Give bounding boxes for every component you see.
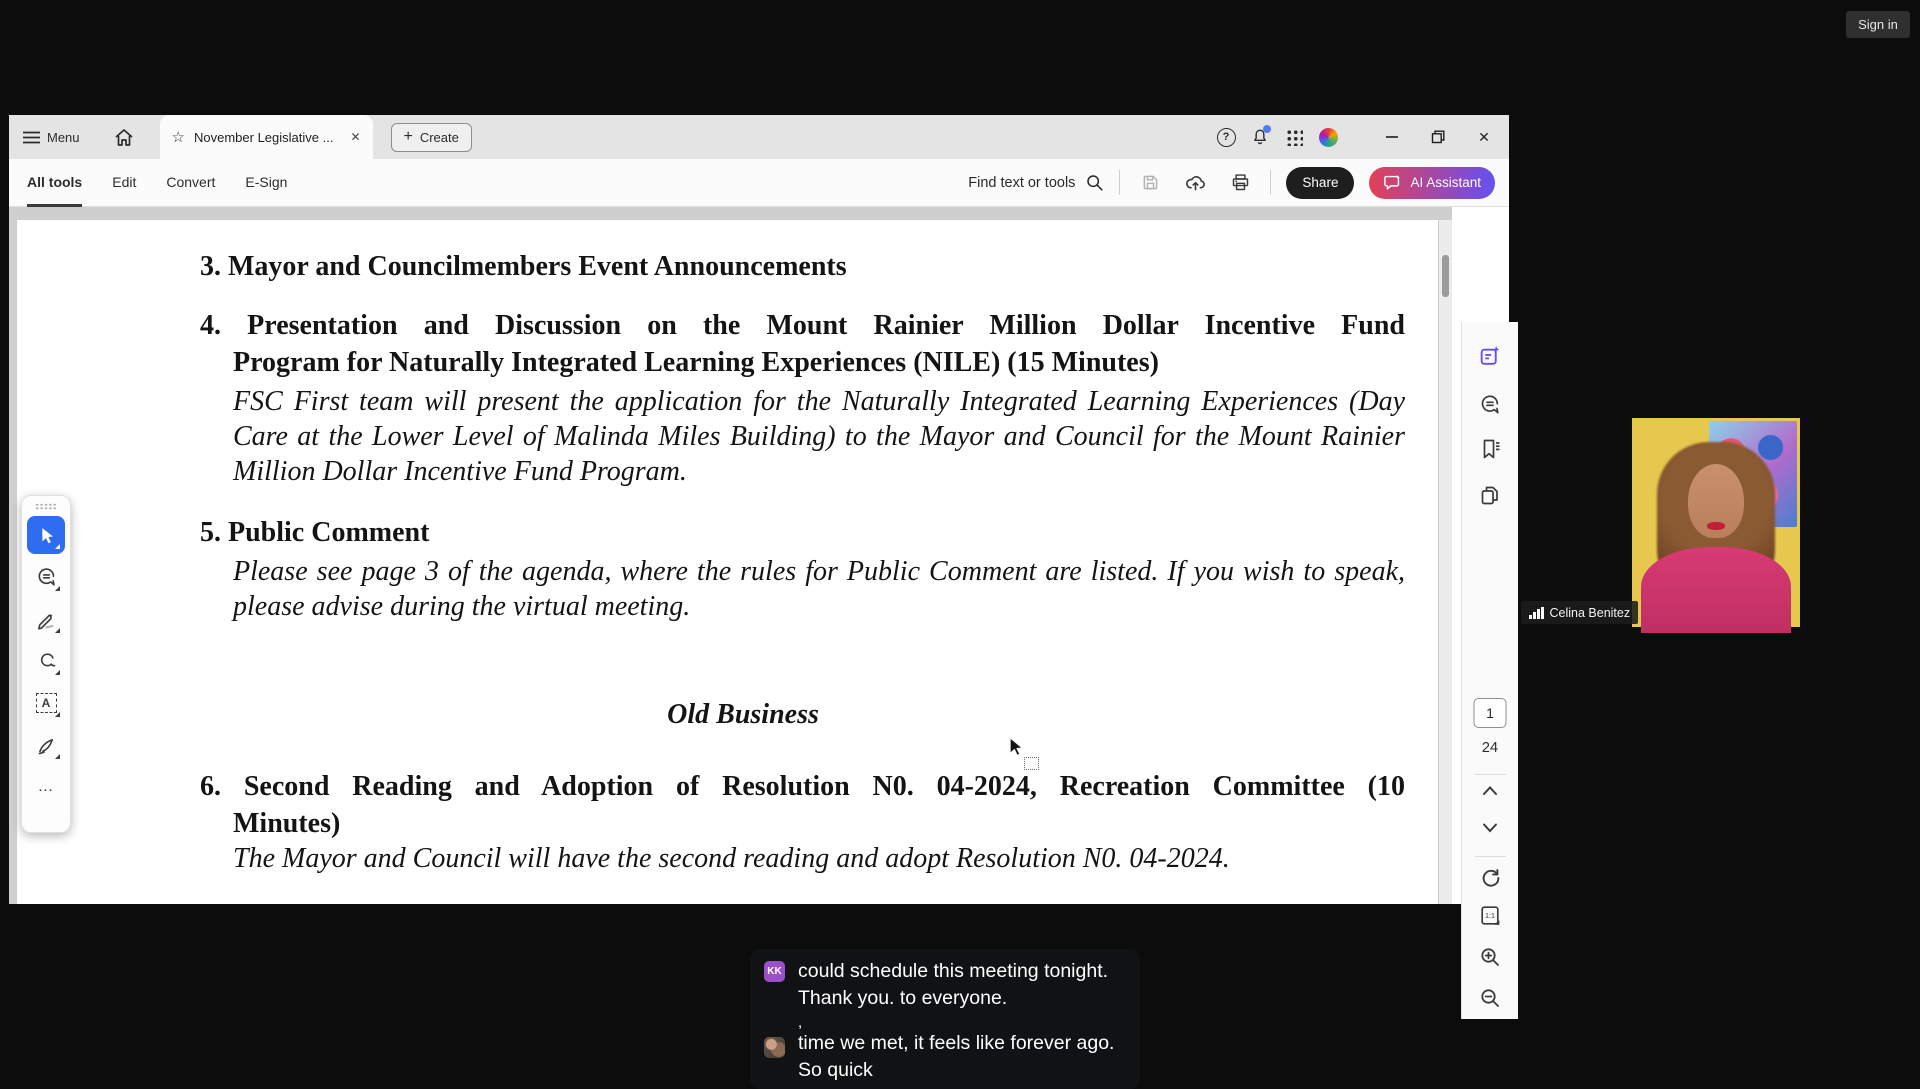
tab-edit[interactable]: Edit — [112, 173, 137, 190]
chevron-up-icon — [1480, 784, 1500, 797]
restore-button[interactable] — [1415, 115, 1461, 159]
scrollbar-thumb[interactable] — [1442, 255, 1449, 297]
svg-text:1:1: 1:1 — [1484, 911, 1496, 921]
tab-close-icon[interactable]: ✕ — [350, 130, 361, 144]
create-label: Create — [419, 129, 459, 145]
plus-icon: + — [403, 128, 413, 145]
lasso-tool-button[interactable] — [27, 642, 65, 680]
notification-dot — [1263, 125, 1271, 133]
printer-icon — [1230, 172, 1251, 193]
close-button[interactable] — [1461, 115, 1507, 159]
drag-handle[interactable] — [35, 503, 57, 510]
save-icon — [1140, 172, 1161, 193]
share-button[interactable] — [1286, 167, 1354, 199]
actual-size-button[interactable] — [1478, 903, 1503, 928]
quick-tools-panel — [21, 495, 71, 833]
agenda-item-6-heading-line2: Minutes) — [233, 808, 341, 839]
rail-divider — [1475, 774, 1506, 775]
participant-name-label: Celina Benitez — [1549, 605, 1631, 620]
cursor-arrow-icon — [1005, 735, 1027, 758]
chevron-down-icon — [1480, 821, 1500, 834]
participant-video-tile[interactable] — [1632, 418, 1800, 627]
highlight-tool-button[interactable] — [27, 600, 65, 638]
cloud-upload-icon — [1184, 172, 1207, 193]
toolbar-divider — [1270, 170, 1271, 195]
favorite-star-icon[interactable]: ☆ — [171, 129, 185, 146]
hamburger-icon — [23, 131, 40, 144]
creative-cloud-button[interactable] — [1311, 120, 1345, 154]
caption-entry — [764, 958, 1126, 1012]
zoom-in-icon — [1478, 945, 1502, 969]
bookmarks-panel-button[interactable] — [1478, 437, 1502, 461]
home-icon — [114, 128, 134, 147]
select-tool-button[interactable] — [27, 516, 65, 554]
pdf-page — [17, 220, 1438, 904]
highlighter-icon — [35, 608, 58, 631]
home-button[interactable] — [114, 128, 134, 147]
caption-line: time we met, it feels like forever ago. — [798, 1032, 1115, 1054]
minimize-icon — [1386, 136, 1398, 138]
question-mark-icon: ? — [1217, 128, 1236, 147]
zoom-in-button[interactable] — [1478, 945, 1502, 969]
previous-page-button[interactable] — [1480, 784, 1500, 797]
agenda-item-4-heading-line1: 4. Presentation and Discussion on the Mount Rainier Million Dollar Incentive Fund — [200, 310, 1405, 341]
find-text-button[interactable] — [968, 173, 1104, 192]
pages-panel-button[interactable] — [1478, 483, 1502, 507]
tab-convert[interactable]: Convert — [166, 173, 216, 190]
old-business-section-heading: Old Business — [667, 699, 819, 730]
caption-line: Thank you. to everyone. — [798, 987, 1008, 1009]
caption-text — [798, 1016, 1114, 1084]
page-number-input[interactable] — [1474, 698, 1507, 728]
apps-grid-icon — [1286, 129, 1303, 146]
agenda-item-5-heading: 5. Public Comment — [200, 517, 430, 548]
participant-body — [1641, 547, 1791, 633]
minimize-button[interactable] — [1369, 115, 1415, 159]
acrobat-toolbar — [9, 159, 1509, 207]
toolbar-divider — [1119, 170, 1120, 195]
document-tab[interactable] — [160, 115, 373, 159]
search-icon — [1085, 173, 1104, 192]
agenda-item-6-body: The Mayor and Council will have the second reading and adopt Resolution N0. 04-2024. — [233, 843, 1230, 874]
caption-line: could schedule this meeting tonight. — [798, 960, 1109, 982]
comment-icon — [1478, 393, 1502, 417]
create-button[interactable] — [391, 123, 472, 152]
participant-lips — [1707, 522, 1725, 530]
caption-avatar-photo — [764, 1037, 785, 1058]
bookmark-icon — [1478, 437, 1502, 461]
caption-avatar-initials: KK — [764, 961, 785, 982]
rail-divider — [1475, 856, 1506, 857]
caption-entry — [764, 1016, 1126, 1084]
save-button[interactable] — [1135, 168, 1165, 198]
zoom-out-button[interactable] — [1478, 986, 1502, 1010]
next-page-button[interactable] — [1480, 821, 1500, 834]
menu-button[interactable] — [23, 130, 80, 145]
text-box-icon: A — [36, 693, 57, 713]
ai-summary-button[interactable] — [1478, 344, 1503, 369]
comments-panel-button[interactable] — [1478, 393, 1502, 417]
document-viewport — [9, 207, 1452, 904]
caption-line: , — [798, 1014, 803, 1031]
fill-sign-tool-button[interactable] — [27, 726, 65, 764]
share-label: Share — [1302, 175, 1339, 190]
sign-in-button[interactable]: Sign in — [1846, 11, 1910, 38]
lasso-icon — [35, 650, 58, 673]
vertical-scrollbar[interactable] — [1439, 220, 1452, 904]
rotate-page-button[interactable] — [1478, 865, 1502, 889]
print-button[interactable] — [1225, 168, 1255, 198]
tab-all-tools[interactable]: All tools — [27, 159, 82, 207]
find-label: Find text or tools — [968, 174, 1076, 191]
participant-name-chip — [1521, 601, 1638, 624]
select-arrow-icon — [35, 524, 57, 546]
agenda-item-4-heading-line2: Program for Naturally Integrated Learning Experiences (NILE) (15 Minutes) — [233, 347, 1159, 378]
comment-bubble-icon — [35, 566, 58, 589]
sign-pen-icon — [35, 734, 58, 757]
caption-line: So quick — [798, 1059, 873, 1081]
comment-tool-button[interactable] — [27, 558, 65, 596]
tab-esign[interactable]: E-Sign — [245, 173, 288, 190]
ai-assistant-button[interactable] — [1369, 167, 1495, 199]
restore-icon — [1431, 130, 1445, 144]
notifications-button[interactable] — [1243, 120, 1277, 154]
agenda-item-3-heading: 3. Mayor and Councilmembers Event Announcements — [200, 251, 847, 282]
one-to-one-zoom-icon — [1478, 903, 1503, 928]
ai-chat-icon — [1383, 174, 1402, 191]
audio-level-icon — [1529, 607, 1544, 619]
ellipsis-icon: … — [37, 778, 55, 795]
agenda-item-5-body: Please see page 3 of the agenda, where the rules for Public Comment are listed. If you wish to speak, please advise during the virtual meeting. — [233, 556, 1405, 622]
cursor-marquee-box — [1024, 757, 1039, 770]
right-tools-rail — [1461, 322, 1518, 1019]
acrobat-tab-bar — [9, 115, 1509, 159]
more-tools-button[interactable] — [27, 768, 65, 806]
copy-pages-icon — [1478, 483, 1502, 507]
help-button[interactable] — [1209, 120, 1243, 154]
upload-cloud-button[interactable] — [1180, 168, 1210, 198]
ai-summary-icon — [1478, 344, 1503, 369]
close-icon: ✕ — [1478, 128, 1490, 145]
live-captions-panel — [750, 949, 1140, 1089]
document-tab-title: November Legislative ... — [193, 129, 334, 145]
text-select-tool-button[interactable] — [27, 684, 65, 722]
apps-grid-button[interactable] — [1277, 120, 1311, 154]
acrobat-window — [9, 115, 1509, 921]
rainbow-logo-icon — [1319, 128, 1338, 147]
zoom-out-icon — [1478, 986, 1502, 1010]
agenda-item-4-body: FSC First team will present the application for the Naturally Integrated Learning Experiences (Day Care at the Lower Level of Malinda Miles Building) to the Mayor and Council for the Mount Rainier Million Dollar Incentive Fund Program. — [233, 386, 1405, 487]
agenda-item-6-heading-line1: 6. Second Reading and Adoption of Resolution N0. 04-2024, Recreation Committee (10 — [200, 771, 1405, 802]
ai-assistant-label: AI Assistant — [1410, 175, 1481, 190]
caption-text — [798, 958, 1108, 1012]
current-page-value: 1 — [1486, 705, 1494, 721]
total-pages-label: 24 — [1481, 740, 1499, 756]
menu-label: Menu — [47, 129, 80, 145]
refresh-icon — [1478, 865, 1502, 889]
